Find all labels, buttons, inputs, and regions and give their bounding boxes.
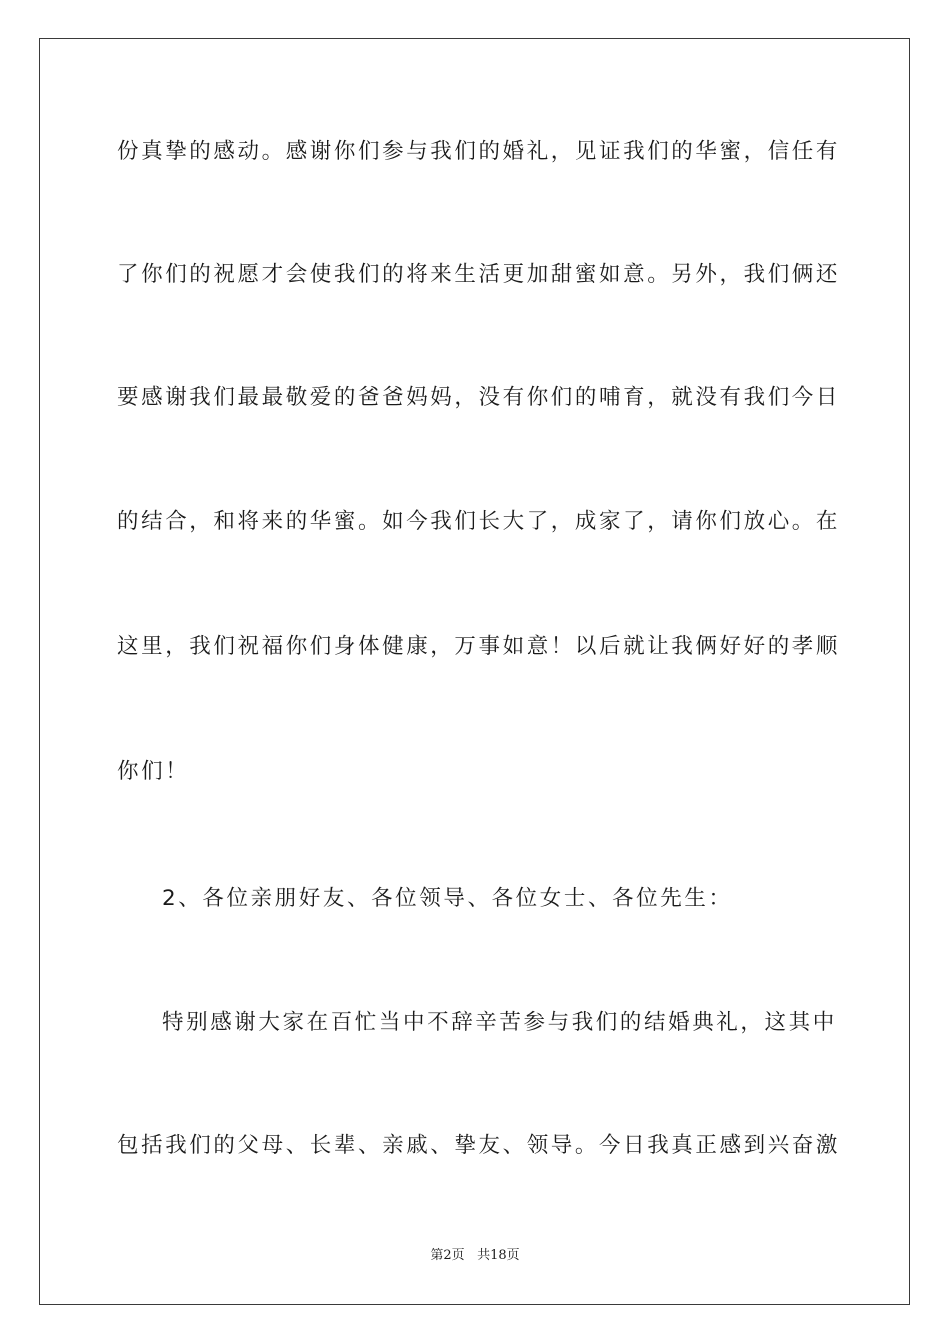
body-text-line: 你们！ <box>117 759 190 784</box>
body-text-line: 包括我们的父母、长辈、亲戚、挚友、领导。今日我真正感到兴奋激 <box>117 1133 841 1158</box>
body-text-line: 要感谢我们最最敬爱的爸爸妈妈，没有你们的哺育，就没有我们今日 <box>117 385 841 410</box>
page-number: 第2页 <box>430 1248 465 1263</box>
body-text-line: 特别感谢大家在百忙当中不辞辛苦参与我们的结婚典礼，这其中 <box>162 1010 837 1035</box>
page-total: 共18页 <box>477 1248 520 1263</box>
body-text-line: 这里，我们祝福你们身体健康，万事如意！以后就让我俩好好的孝顺 <box>117 634 841 659</box>
page-footer <box>0 1247 950 1265</box>
body-text-line: 的结合，和将来的华蜜。如今我们长大了，成家了，请你们放心。在 <box>117 509 841 534</box>
body-text-line: 了你们的祝愿才会使我们的将来生活更加甜蜜如意。另外，我们俩还 <box>117 262 841 287</box>
section-heading: 2、各位亲朋好友、各位领导、各位女士、各位先生： <box>162 886 733 911</box>
page-border <box>39 38 910 1305</box>
body-text-line: 份真挚的感动。感谢你们参与我们的婚礼，见证我们的华蜜，信任有 <box>117 139 841 164</box>
